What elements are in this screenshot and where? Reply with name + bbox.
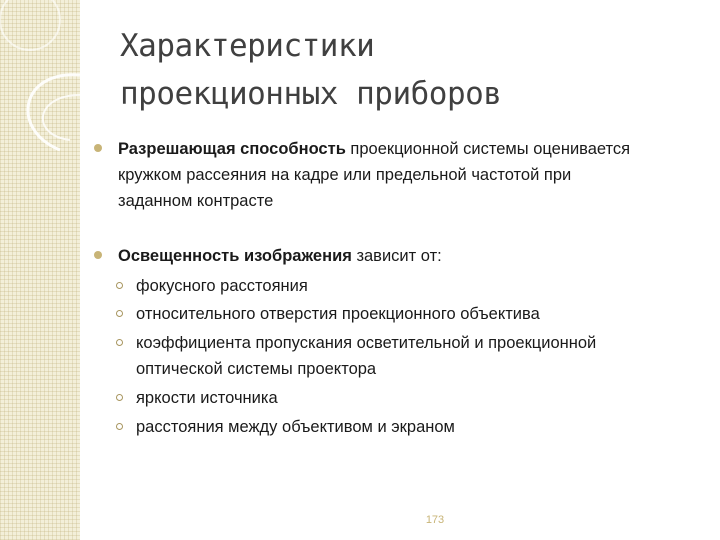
sub-item: [136, 273, 676, 299]
bullet-dot-icon: [94, 144, 102, 152]
slide-title: [120, 22, 680, 118]
sub-item: [136, 330, 676, 382]
page-number: 173: [425, 514, 445, 526]
bullet-text: кружком рассеяния на кадре или предельной частотой при: [118, 166, 572, 184]
sub-bullet-ring-icon: [116, 394, 123, 401]
sub-item-text: коэффициента пропускания осветительной и проекционной: [136, 334, 597, 352]
sub-item-text: оптической системы проектора: [136, 360, 377, 378]
sub-bullet-ring-icon: [116, 423, 123, 430]
sub-item-text: расстояния между объективом и экраном: [136, 418, 455, 436]
sub-item-text: яркости источника: [136, 389, 278, 407]
bullet-dot-icon: [94, 251, 102, 259]
sub-item-text: фокусного расстояния: [136, 277, 308, 295]
bullet-bold-term: Освещенность изображения: [118, 247, 352, 265]
bullet-text: проекционной системы оценивается: [345, 140, 631, 158]
title-line: Характеристики: [120, 28, 375, 64]
bullet-resolution: [118, 136, 678, 214]
sub-bullet-ring-icon: [116, 310, 123, 317]
decorative-side-band: [0, 0, 80, 540]
decorative-swirl-icon: [0, 0, 80, 540]
sub-item-text: относительного отверстия проекционного объектива: [136, 305, 540, 323]
sub-bullet-ring-icon: [116, 339, 123, 346]
sub-item: [136, 301, 676, 327]
bullet-illuminance: [118, 243, 678, 269]
bullet-bold-term: Разрешающая способность: [118, 140, 346, 158]
sub-item: [136, 414, 676, 440]
sub-item: [136, 385, 676, 411]
title-line: проекционных приборов: [120, 76, 502, 112]
sub-bullet-ring-icon: [116, 282, 123, 289]
bullet-text: зависит от:: [351, 247, 442, 265]
bullet-text: заданном контрасте: [118, 192, 274, 210]
